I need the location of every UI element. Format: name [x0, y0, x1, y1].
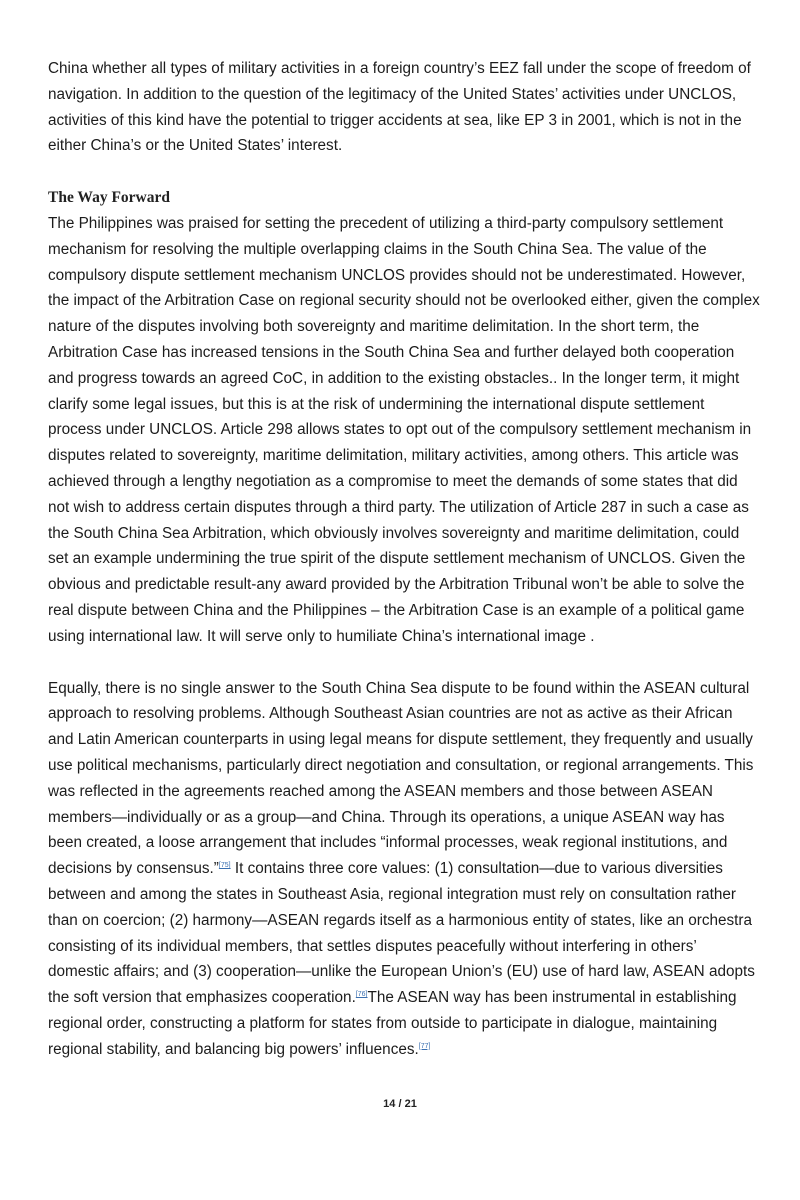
- paragraph-gap: [48, 159, 760, 185]
- footnote-link-77[interactable]: [77]: [418, 1042, 431, 1050]
- paragraph-asean: [48, 676, 760, 1063]
- paragraph-eez: China whether all types of military activities in a foreign country’s EEZ fall under the scope of freedom of navigation. In addition to the question of the legitimacy of the United States’ activities under UNCLOS, activities of this kind have the potential to trigger accidents at sea, like EP 3 in 2001, which is not in the either China’s or the United States’ interest.: [48, 60, 751, 155]
- footnote-link-76[interactable]: [76]: [355, 991, 368, 998]
- document-page: [48, 56, 760, 1062]
- section-heading: The Way Forward: [48, 189, 170, 207]
- paragraph-asean-text-1: Equally, there is no single answer to the South China Sea dispute to be found within the ASEAN cultural approach to resolving problems. Although Southeast Asian countries are not as active as their African and Latin American counterparts in using legal means for dispute settlement, they frequently and usually use political mechanisms, particularly direct negotiation and consultation, or regional arrangements. This was reflected in the agreements reached among the ASEAN members and those between ASEAN members—individually or as a group—and China. Through its operations, a unique ASEAN way has been created, a loose arrangement that includes “informal processes, weak regional institutions, and decisions by consensus.”: [48, 679, 754, 878]
- footnote-link-75[interactable]: [75]: [218, 862, 231, 870]
- page-number: 14 / 21: [383, 1098, 417, 1110]
- paragraph-gap: [48, 650, 760, 676]
- paragraph-asean-text-3: The ASEAN way has been instrumental in establishing regional order, constructing a platform for states from outside to participate in dialogue, maintaining regional stability, and balancing big powers’ influences.: [48, 989, 737, 1058]
- paragraph-asean-text-2: It contains three core values: (1) consultation—due to various diversities between and among the states in Southeast Asia, regional integration must rely on consultation rather than on coercion; (2) harmony—ASEAN regards itself as a harmonious entity of states, like an orchestra consisting of its individual members, that settles disputes peacefully without interfering in others’ domestic affairs; and (3) cooperation—unlike the European Union’s (EU) use of hard law, ASEAN adopts the soft version that emphasizes cooperation.: [48, 860, 755, 1007]
- paragraph-way-forward: The Philippines was praised for setting the precedent of utilizing a third-party compulsory settlement mechanism for resolving the multiple overlapping claims in the South China Sea. The value of the compulsory dispute settlement mechanism UNCLOS provides should not be underestimated. However, the impact of the Arbitration Case on regional security should not be overlooked either, given the complex nature of the disputes involving both sovereignty and maritime delimitation. In the short term, the Arbitration Case has increased tensions in the South China Sea and further delayed both cooperation and progress towards an agreed CoC, in addition to the existing obstacles.. In the longer term, it might clarify some legal issues, but this is at the risk of undermining the international dispute settlement process under UNCLOS. Article 298 allows states to opt out of the compulsory settlement mechanism in disputes related to sovereignty, maritime delimitation, military activities, among others. This article was achieved through a lengthy negotiation as a compromise to meet the demands of some states that did not wish to address certain disputes through a third party. The utilization of Article 287 in such a case as the South China Sea Arbitration, which obviously involves sovereignty and maritime delimitation, could set an example undermining the true spirit of the dispute settlement mechanism of UNCLOS. Given the obvious and predictable result-any award provided by the Arbitration Tribunal won’t be able to solve the real dispute between China and the Philippines – the Arbitration Case is an example of a political game using international law. It will serve only to humiliate China’s international image .: [48, 214, 760, 645]
